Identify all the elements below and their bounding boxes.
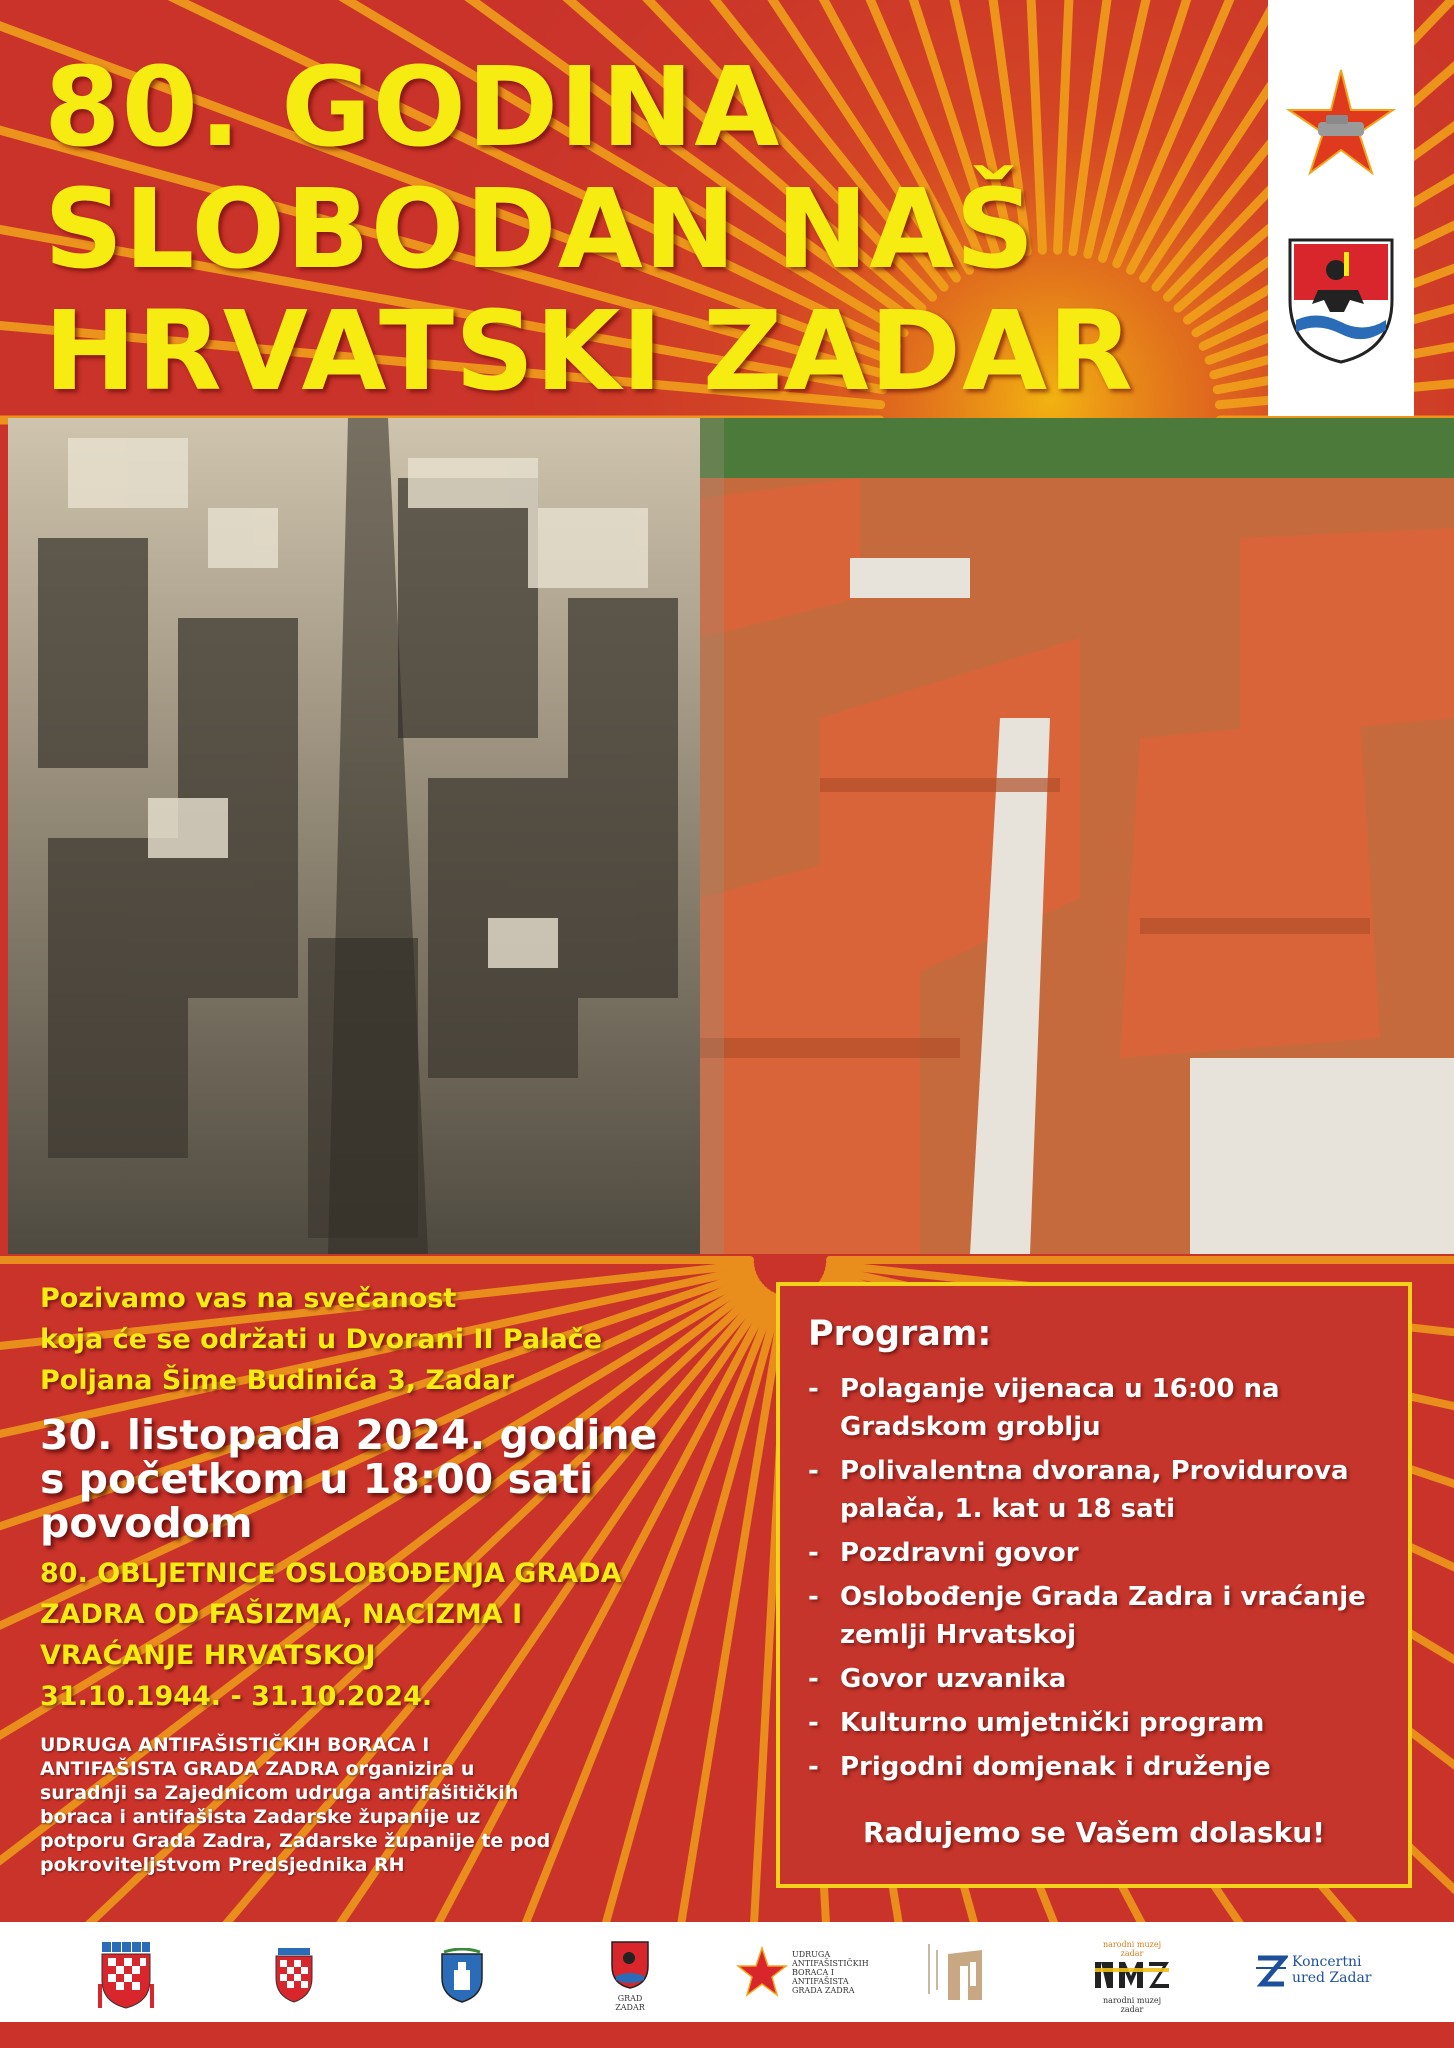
muzej-bottom-caption: narodni muzej zadar	[1102, 1996, 1162, 2014]
ubaf-caption-3: BORACA I	[792, 1968, 834, 1977]
event-date-line-2: s početkom u 18:00 sati	[40, 1455, 594, 1503]
grad-zadar-logo	[606, 1940, 654, 2010]
emblem-strip	[1268, 0, 1414, 416]
invitation-line-2: koja će se održati u Dvorani II Palače	[40, 1324, 603, 1355]
organizer-line-6: pokroviteljstvom Predsjednika RH	[40, 1854, 405, 1876]
event-date-line-3: povodom	[40, 1499, 253, 1547]
title-line-1: 80. GODINA	[44, 43, 781, 171]
organizer-line-4: boraca i antifašista Zadarske županije uz	[40, 1806, 481, 1828]
invitation-block	[40, 1278, 770, 1877]
emblem-graphics	[1268, 0, 1414, 416]
title-line-2: SLOBODAN NAŠ	[44, 165, 1036, 293]
sponsor-logos-bar	[0, 1922, 1454, 2022]
zadar-coat-of-arms-icon	[1290, 240, 1392, 362]
anniversary-line-3: VRAĆANJE HRVATSKOJ	[40, 1640, 376, 1671]
museum-logo-icon	[926, 1940, 1006, 2010]
poster-title	[44, 43, 1254, 415]
ubaf-caption-4: ANTIFAŠISTA	[792, 1977, 849, 1986]
welcome-message: Radujemo se Vašem dolasku!	[863, 1816, 1325, 1849]
red-star-icon	[1289, 70, 1393, 173]
historic-ruins-photo	[8, 418, 704, 1254]
program-item: - Oslobođenje Grada Zadra i vraćanje zemlji Hrvatskoj	[808, 1578, 1384, 1654]
footer-red-band	[0, 2022, 1454, 2048]
program-item: - Govor uzvanika	[808, 1660, 1384, 1698]
program-item: - Kulturno umjetnički program	[808, 1704, 1384, 1742]
program-item: - Prigodni domjenak i druženje	[808, 1748, 1384, 1786]
croatia-coat-of-arms-icon	[98, 1940, 154, 2010]
anniversary-dates: 31.10.1944. - 31.10.2024.	[40, 1681, 433, 1712]
event-date-line-1: 30. listopada 2024. godine	[40, 1411, 658, 1459]
concert-office-logo-icon	[1254, 1952, 1288, 1992]
invitation-line-1: Pozivamo vas na svečanost	[40, 1283, 457, 1314]
anniversary-line-1: 80. OBLJETNICE OSLOBOĐENJA GRADA	[40, 1558, 622, 1589]
croatia-checkerboard-icon	[274, 1948, 314, 2004]
ubaf-logo	[736, 1940, 869, 2010]
zadar-coat-of-arms-icon	[610, 1940, 650, 1990]
modern-zadar-photo	[700, 418, 1454, 1254]
anniversary-line-2: ZADRA OD FAŠIZMA, NACIZMA I	[40, 1599, 523, 1630]
ubaf-caption-1: UDRUGA	[792, 1950, 831, 1959]
organizer-line-2: ANTIFAŠISTA GRADA ZADRA organizira u	[40, 1758, 475, 1780]
koncertni-line-2: ured Zadar	[1292, 1970, 1372, 1986]
muzej-top-caption: narodni muzej zadar	[1102, 1940, 1162, 1958]
title-line-3: HRVATSKI ZADAR	[44, 287, 1134, 415]
nmz-monogram-icon	[1093, 1958, 1171, 1992]
koncertni-ured-logo	[1254, 1940, 1374, 2010]
organizer-line-3: suradnji sa Zajednicom udruga antifašitičkih	[40, 1782, 519, 1804]
program-heading: Program:	[808, 1314, 992, 1354]
program-box	[776, 1282, 1412, 1888]
county-coat-of-arms-icon	[440, 1948, 484, 2004]
invitation-line-3: Poljana Šime Budinića 3, Zadar	[40, 1365, 515, 1396]
ubaf-caption-2: ANTIFAŠISTIČKIH	[792, 1959, 869, 1968]
ubaf-caption-5: GRADA ZADRA	[792, 1986, 855, 1995]
narodni-muzej-logo	[1092, 1940, 1172, 2014]
organizer-line-5: potporu Grada Zadra, Zadarske županije te pod	[40, 1830, 551, 1852]
organizer-line-1: UDRUGA ANTIFAŠISTIČKIH BORACA I	[40, 1734, 430, 1756]
program-item: - Polivalentna dvorana, Providurova palača, 1. kat u 18 sati	[808, 1452, 1384, 1528]
koncertni-line-1: Koncertni	[1292, 1954, 1362, 1970]
program-item: - Pozdravni govor	[808, 1534, 1384, 1572]
grad-zadar-caption: GRAD ZADAR	[615, 1994, 645, 2012]
photo-collage	[0, 418, 1454, 1254]
red-star-icon	[736, 1946, 788, 1998]
program-item: - Polaganje vijenaca u 16:00 na Gradskom groblju	[808, 1370, 1384, 1446]
program-list	[808, 1370, 1384, 1786]
